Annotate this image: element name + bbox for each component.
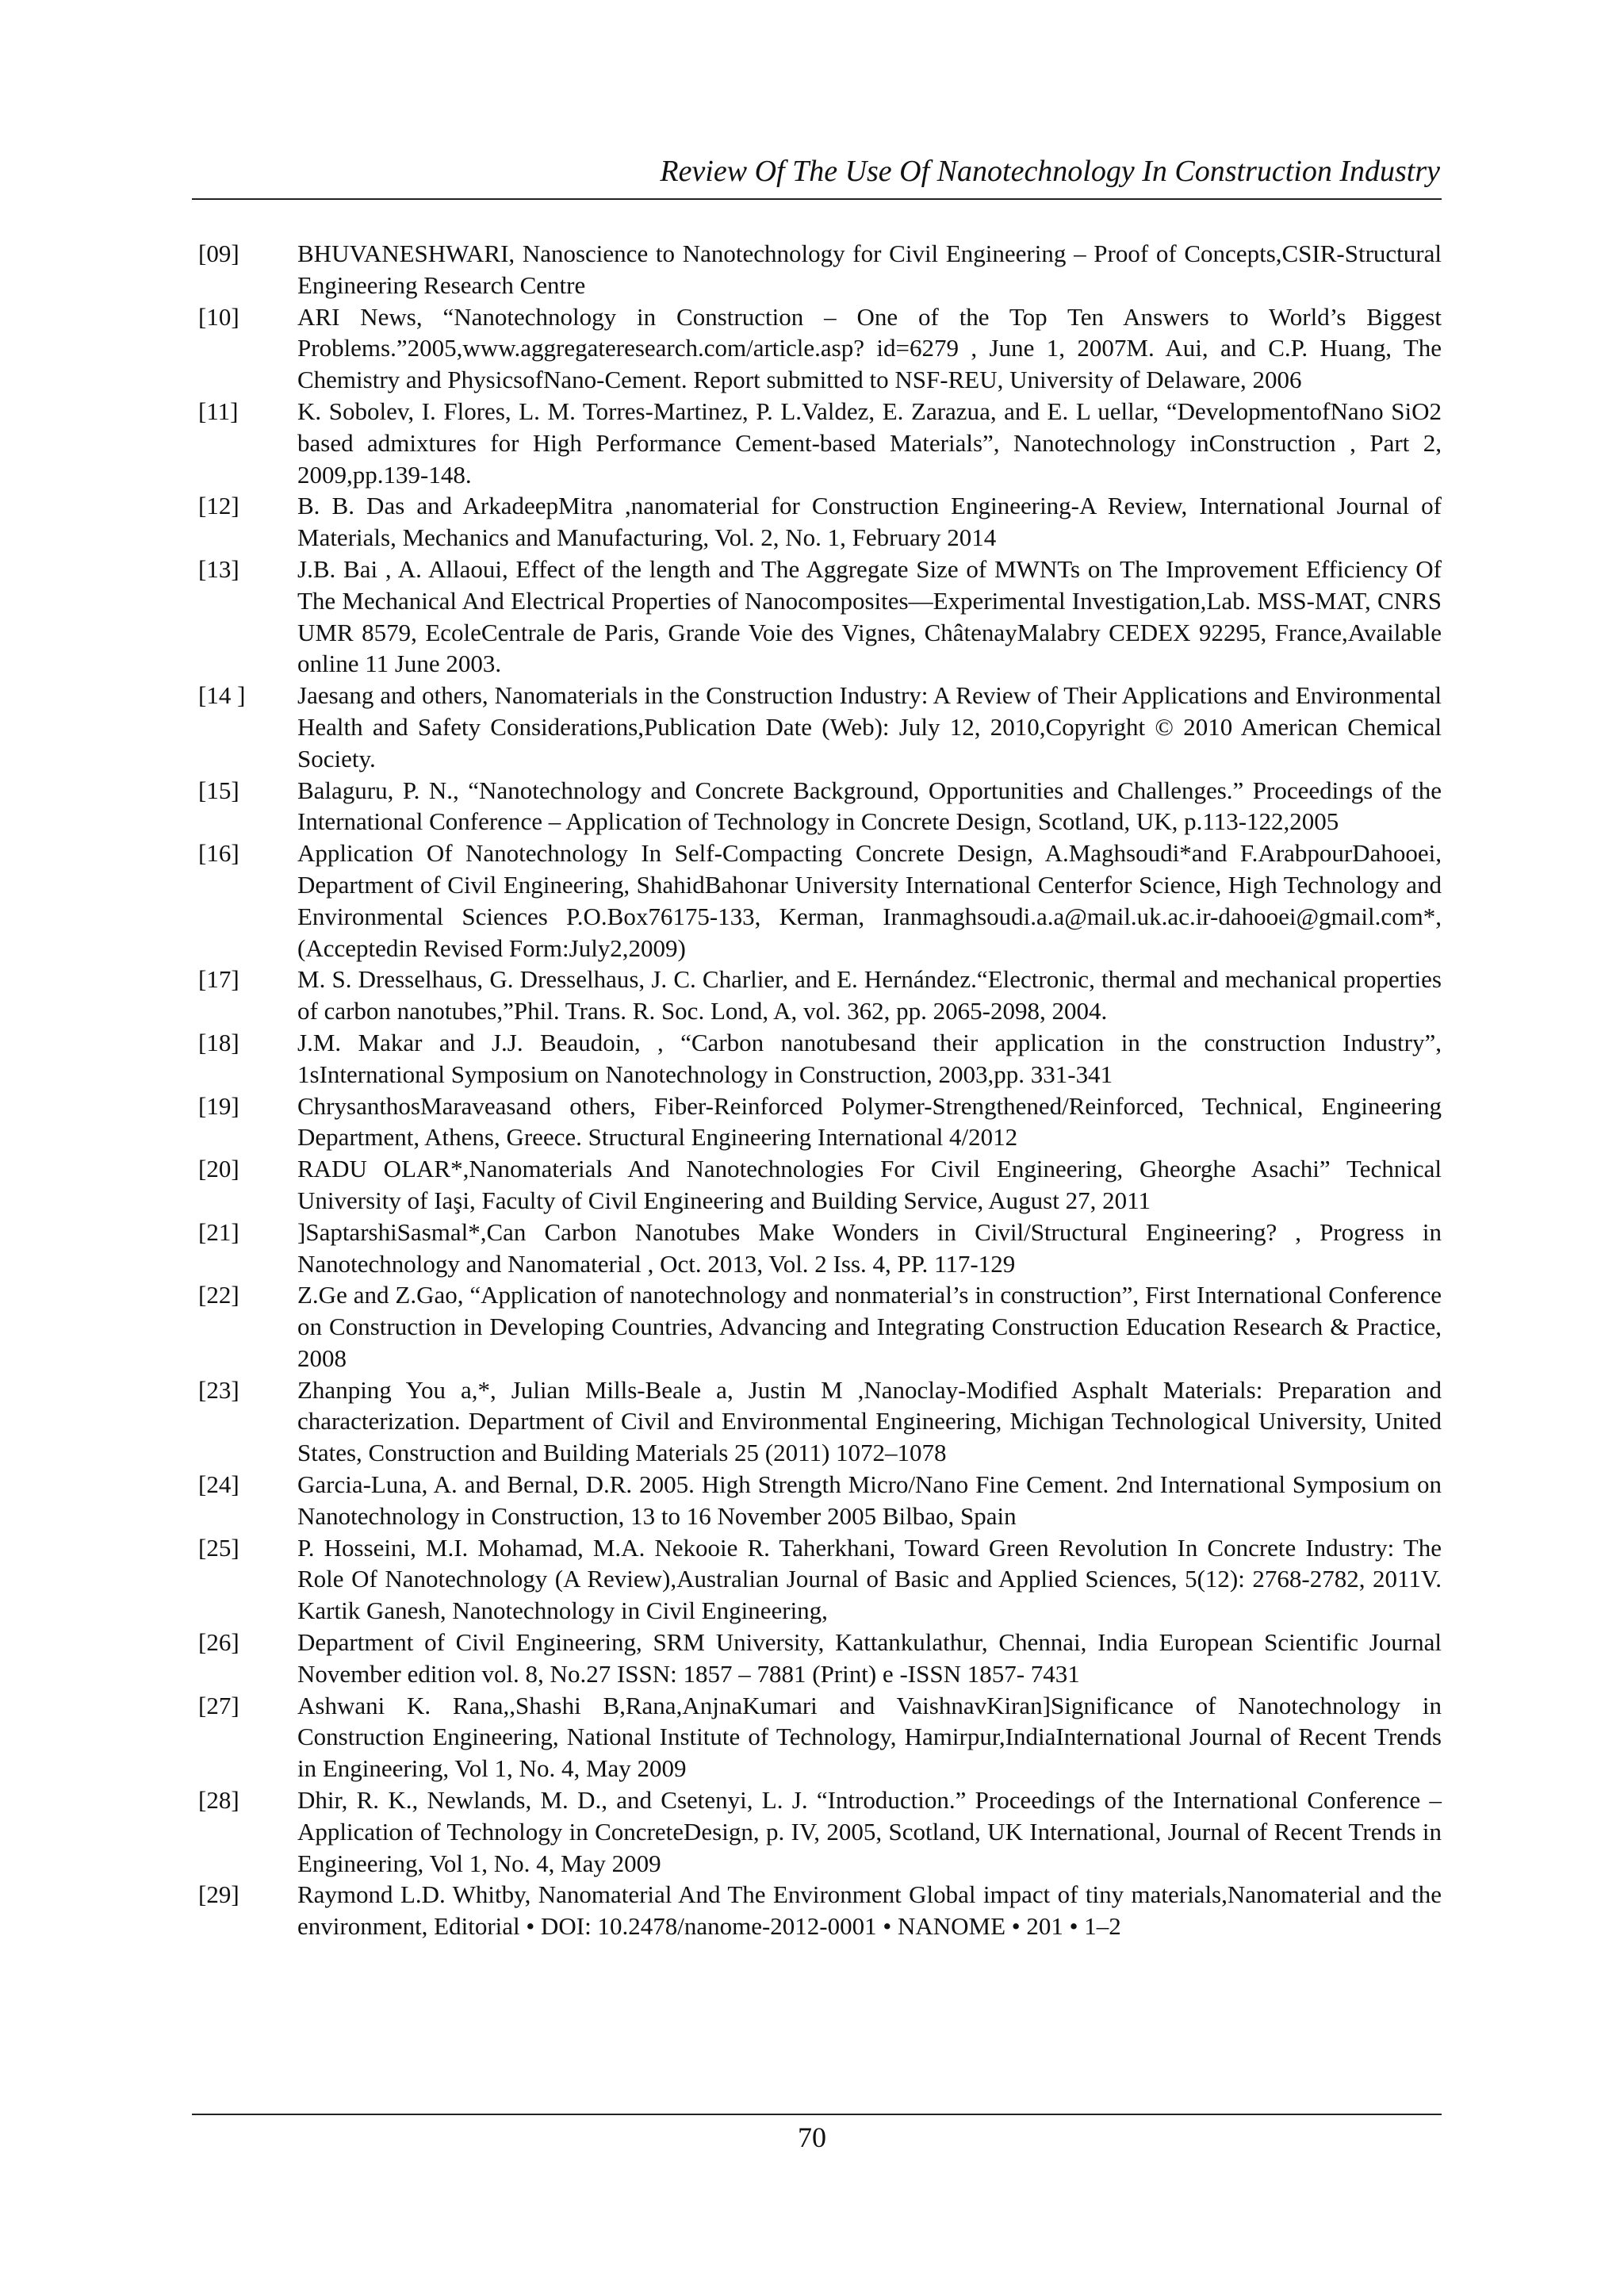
reference-item — [198, 554, 1442, 680]
reference-item — [198, 1374, 1442, 1469]
reference-text: J.M. Makar and J.J. Beaudoin, , “Carbon nanotubesand their application in the construction Industry”, 1sInternational Symposium on Nanotechnology in Construction, 2003,pp. 331-341 — [297, 1028, 1442, 1088]
reference-text: Department of Civil Engineering, SRM University, Kattankulathur, Chennai, India European Scientific Journal November edition vol. 8, No.27 ISSN: 1857 – 7881 (Print) e -ISSN 1857- 7431 — [297, 1628, 1442, 1688]
reference-number: [12] — [198, 492, 239, 520]
reference-number: [21] — [198, 1217, 239, 1246]
page-number: 70 — [798, 2122, 826, 2153]
reference-item — [198, 838, 1442, 964]
reference-item — [198, 775, 1442, 838]
reference-item — [198, 1690, 1442, 1784]
reference-number: [20] — [198, 1155, 239, 1183]
header-rule — [192, 198, 1442, 200]
reference-item — [198, 1469, 1442, 1532]
reference-text: Dhir, R. K., Newlands, M. D., and Csetenyi, L. J. “Introduction.” Proceedings of the International Conference – Application of Technology in ConcreteDesign, p. IV, 2005, Scotland, UK International, Journal of Recent Trends in Engineering, Vol 1, No. 4, May 2009 — [297, 1786, 1442, 1877]
reference-item — [198, 1627, 1442, 1690]
reference-number: [24] — [198, 1470, 239, 1499]
reference-number: [22] — [198, 1281, 239, 1309]
reference-text: P. Hosseini, M.I. Mohamad, M.A. Nekooie R. Taherkhani, Toward Green Revolution In Concrete Industry: The Role Of Nanotechnology (A Review),Australian Journal of Basic and Applied Sciences, 5(12): 2768-2782, 2011V. Kartik Ganesh, Nanotechnology in Civil Engineering, — [297, 1533, 1442, 1625]
reference-item — [198, 1784, 1442, 1879]
reference-item — [198, 1532, 1442, 1627]
reference-number: [11] — [198, 397, 239, 425]
reference-text: Zhanping You a,*, Julian Mills-Beale a, Justin M ,Nanoclay-Modified Asphalt Materials: Preparation and characterization. Department of Civil and Environmental Engineering, Michigan Technological University, United States, Construction and Building Materials 25 (2011) 1072–1078 — [297, 1375, 1442, 1467]
reference-number: [09] — [198, 240, 239, 267]
reference-number: [17] — [198, 965, 239, 994]
reference-text: Garcia-Luna, A. and Bernal, D.R. 2005. High Strength Micro/Nano Fine Cement. 2nd International Symposium on Nanotechnology in Construction, 13 to 16 November 2005 Bilbao, Spain — [297, 1470, 1442, 1530]
reference-text: M. S. Dresselhaus, G. Dresselhaus, J. C. Charlier, and E. Hernández.“Electronic, thermal and mechanical properties of carbon nanotubes,”Phil. Trans. R. Soc. Lond, A, vol. 362, pp. 2065-2098, 2004. — [297, 965, 1442, 1025]
reference-item — [198, 1217, 1442, 1280]
reference-number: [15] — [198, 776, 239, 804]
reference-number: [23] — [198, 1375, 239, 1404]
reference-item — [198, 964, 1442, 1027]
reference-item — [198, 1879, 1442, 1942]
reference-text: J.B. Bai , A. Allaoui, Effect of the length and The Aggregate Size of MWNTs on The Improvement Efficiency Of The Mechanical And Electrical Properties of Nanocomposites—Experimental Investigation,Lab. MSS-MAT, CNRS UMR 8579, EcoleCentrale de Paris, Grande Voie des Vignes, ChâtenayMalabry CEDEX 92295, France,Available online 11 June 2003. — [297, 554, 1442, 678]
reference-number: [26] — [198, 1628, 239, 1657]
reference-item — [198, 680, 1442, 774]
reference-item — [198, 1279, 1442, 1374]
reference-item — [198, 1091, 1442, 1154]
reference-number: [13] — [198, 554, 239, 583]
reference-text: RADU OLAR*,Nanomaterials And Nanotechnologies For Civil Engineering, Gheorghe Asachi” Technical University of Iaşi, Faculty of Civil Engineering and Building Service, August 27, 2011 — [297, 1155, 1442, 1214]
reference-text: K. Sobolev, I. Flores, L. M. Torres-Martinez, P. L.Valdez, E. Zarazua, and E. L uellar, “DevelopmentofNano SiO2 based admixtures for High Performance Cement-based Materials”, Nanotechnology inConstruction , Part 2, 2009,pp.139-148. — [297, 397, 1442, 489]
running-header-title: Review Of The Use Of Nanotechnology In Construction Industry — [660, 155, 1440, 188]
reference-item — [198, 238, 1442, 301]
reference-text: Ashwani K. Rana,,Shashi B,Rana,AnjnaKumari and VaishnavKiran]Significance of Nanotechnology in Construction Engineering, National Institute of Technology, Hamirpur,IndiaInternational Journal of Recent Trends in Engineering, Vol 1, No. 4, May 2009 — [297, 1691, 1442, 1783]
reference-number: [28] — [198, 1786, 239, 1815]
reference-item — [198, 1027, 1442, 1091]
reference-number: [27] — [198, 1691, 239, 1719]
footer-rule — [192, 2114, 1442, 2115]
reference-item — [198, 396, 1442, 490]
reference-text: Application Of Nanotechnology In Self-Compacting Concrete Design, A.Maghsoudi*and F.ArabpourDahooei, Department of Civil Engineering, ShahidBahonar University International Centerfor Science, High Technology and Environmental Sciences P.O.Box76175-133, Kerman, Iranmaghsoudi.a.a@mail.uk.ac.ir-dahooei@gmail.com*, (Acceptedin Revised Form:July2,2009) — [297, 839, 1442, 962]
reference-text: Z.Ge and Z.Gao, “Application of nanotechnology and nonmaterial’s in construction”, First International Conference on Construction in Developing Countries, Advancing and Integrating Construction Education Research & Practice, 2008 — [297, 1281, 1442, 1372]
reference-text: ARI News, “Nanotechnology in Construction – One of the Top Ten Answers to World’s Biggest Problems.”2005,www.aggregateresearch.com/article.asp? id=6279 , June 1, 2007M. Aui, and C.P. Huang, The Chemistry and PhysicsofNano-Cement. Report submitted to NSF-REU, University of Delaware, 2006 — [297, 302, 1442, 394]
reference-text: BHUVANESHWARI, Nanoscience to Nanotechnology for Civil Engineering – Proof of Concepts,CSIR-Structural Engineering Research Centre — [297, 240, 1442, 299]
reference-number: [14 ] — [198, 681, 246, 710]
reference-number: [16] — [198, 839, 239, 868]
reference-list — [198, 238, 1442, 1942]
reference-text: ]SaptarshiSasmal*,Can Carbon Nanotubes Make Wonders in Civil/Structural Engineering? , Progress in Nanotechnology and Nanomaterial , Oct. 2013, Vol. 2 Iss. 4, PP. 117-129 — [297, 1217, 1442, 1278]
reference-item — [198, 1153, 1442, 1217]
reference-item — [198, 490, 1442, 554]
reference-number: [25] — [198, 1533, 239, 1562]
reference-text: ChrysanthosMaraveasand others, Fiber-Reinforced Polymer-Strengthened/Reinforced, Technical, Engineering Department, Athens, Greece. Structural Engineering International 4/2012 — [297, 1091, 1442, 1152]
reference-text: Raymond L.D. Whitby, Nanomaterial And The Environment Global impact of tiny materials,Nanomaterial and the environment, Editorial • DOI: 10.2478/nanome-2012-0001 • NANOME • 201 • 1–2 — [297, 1880, 1442, 1941]
reference-item — [198, 301, 1442, 396]
reference-number: [29] — [198, 1880, 239, 1909]
reference-text: B. B. Das and ArkadeepMitra ,nanomaterial for Construction Engineering-A Review, International Journal of Materials, Mechanics and Manufacturing, Vol. 2, No. 1, February 2014 — [297, 492, 1442, 552]
reference-number: [19] — [198, 1091, 239, 1120]
reference-number: [10] — [198, 302, 239, 331]
reference-number: [18] — [198, 1028, 239, 1056]
reference-text: Jaesang and others, Nanomaterials in the Construction Industry: A Review of Their Applications and Environmental Health and Safety Considerations,Publication Date (Web): July 12, 2010,Copyright © 2010 American Chemical Society. — [297, 681, 1442, 772]
reference-text: Balaguru, P. N., “Nanotechnology and Concrete Background, Opportunities and Challenges.” Proceedings of the International Conference – Application of Technology in Concrete Design, Scotland, UK, p.113-122,2005 — [297, 776, 1442, 836]
